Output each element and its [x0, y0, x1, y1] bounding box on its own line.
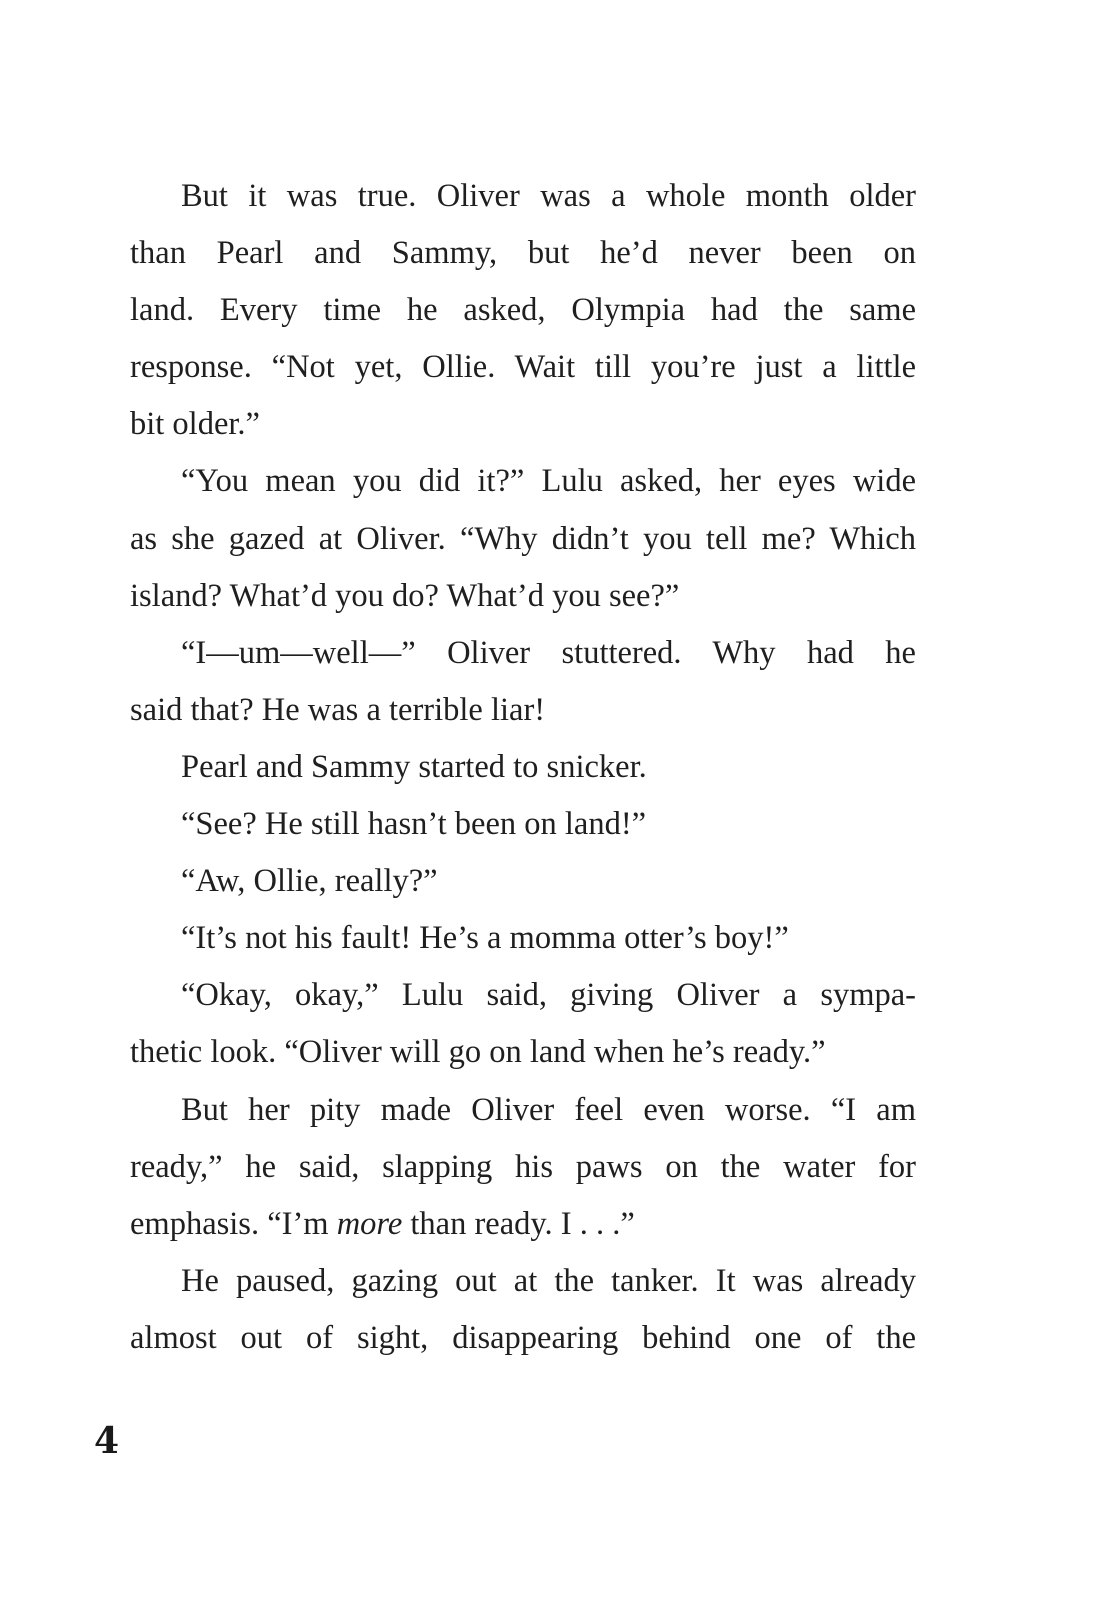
- text-line: But it was true. Oliver was a whole month older: [181, 178, 916, 214]
- text-line: [130, 1196, 916, 1253]
- text-line: “Aw, Ollie, really?”: [181, 863, 438, 900]
- emphasis-text: more: [336, 1205, 403, 1242]
- text-line: He paused, gazing out at the tanker. It was already: [181, 1262, 916, 1299]
- text-line: almost out of sight, disappearing behind one of the: [130, 1319, 916, 1356]
- text-line: But her pity made Oliver feel even worse. “I am: [181, 1091, 916, 1128]
- text-line: than Pearl and Sammy, but he’d never been on: [130, 235, 916, 272]
- text-line: “See? He still hasn’t been on land!”: [181, 806, 647, 843]
- text-line: “You mean you did it?” Lulu asked, her eyes wide: [181, 463, 916, 500]
- text-run: than ready. I . . .”: [402, 1205, 635, 1242]
- text-line: “It’s not his fault! He’s a momma otter’s boy!”: [181, 920, 789, 957]
- body-text: [130, 168, 916, 1367]
- text-line: bit older.”: [130, 406, 260, 443]
- text-line: response. “Not yet, Ollie. Wait till you’re just a little: [130, 349, 916, 386]
- text-run: emphasis. “I’m: [130, 1205, 337, 1242]
- text-line: land. Every time he asked, Olympia had the same: [130, 292, 916, 329]
- text-line: Pearl and Sammy started to snicker.: [181, 748, 647, 785]
- text-line: ready,” he said, slapping his paws on the water for: [130, 1148, 916, 1185]
- text-line: thetic look. “Oliver will go on land when he’s ready.”: [130, 1034, 826, 1071]
- page-number: 4: [94, 1420, 120, 1462]
- text-line: “Okay, okay,” Lulu said, giving Oliver a sympa-: [181, 977, 916, 1014]
- text-line: as she gazed at Oliver. “Why didn’t you tell me? Which: [130, 520, 916, 557]
- text-line: said that? He was a terrible liar!: [130, 691, 546, 728]
- text-line: island? What’d you do? What’d you see?”: [130, 577, 680, 614]
- text-line: “I—um—well—” Oliver stuttered. Why had he: [181, 634, 916, 671]
